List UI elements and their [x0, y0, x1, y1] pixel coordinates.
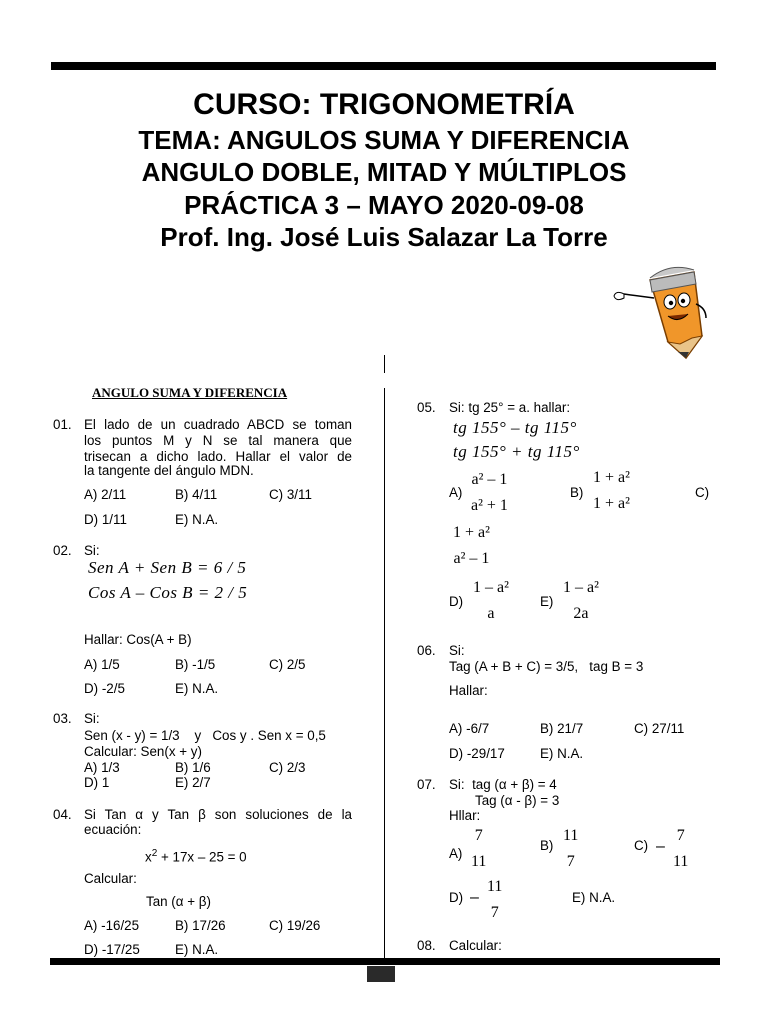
- pencil-body: [650, 267, 702, 358]
- q06-line-2: Hallar:: [449, 683, 488, 698]
- q04-option-d: D) -17/25: [84, 942, 140, 957]
- q05-e-label: E): [540, 594, 554, 609]
- q01-option-b: B) 4/11: [175, 487, 218, 502]
- footer-marker: [367, 966, 395, 982]
- subtopic-title: ANGULO DOBLE, MITAD Y MÚLTIPLOS: [141, 157, 627, 187]
- q07-b-denominator: 7: [566, 853, 575, 870]
- q02-equation-2: Cos A – Cos B = 2 / 5: [88, 583, 248, 602]
- q04-expression: Tan (α + β): [146, 894, 211, 909]
- q03-number: 03.: [53, 711, 72, 726]
- q02-number: 02.: [53, 543, 72, 558]
- q02-option-b: B) -1/5: [175, 657, 216, 672]
- q04-eq-rest: + 17x – 25 = 0: [157, 849, 247, 865]
- column-divider: [384, 388, 385, 958]
- q07-line-2: Tag (α - β) = 3: [475, 793, 560, 808]
- q05-c-fraction: [452, 523, 491, 569]
- course-title: CURSO: TRIGONOMETRÍA: [193, 88, 575, 121]
- q04-eq-exponent: 2: [151, 848, 158, 859]
- q01-option-d: D) 1/11: [84, 512, 127, 527]
- q02-option-e: E) N.A.: [175, 681, 219, 696]
- q04-option-c: C) 19/26: [269, 918, 321, 933]
- q06-number: 06.: [417, 643, 436, 658]
- q01-option-c: C) 3/11: [269, 487, 312, 502]
- q05-a-denominator: a² + 1: [471, 497, 508, 514]
- q02-equation-1: Sen A + Sen B = 6 / 5: [88, 558, 247, 577]
- q07-d-denominator: 7: [490, 904, 499, 921]
- q05-c-label: C): [695, 485, 710, 500]
- q04-option-b: B) 17/26: [175, 918, 226, 933]
- q05-e-numerator: 1 – a²: [563, 579, 599, 596]
- q05-denominator-expr: tg 155° + tg 115°: [453, 442, 580, 461]
- q07-c-fraction: [672, 826, 689, 872]
- q03-intro: Si:: [84, 711, 100, 726]
- q05-numerator-expr: tg 155° – tg 115°: [453, 418, 577, 437]
- q05-e-denominator: 2a: [573, 605, 589, 622]
- q04-line-2: ecuación:: [84, 822, 142, 837]
- q05-d-fraction: [472, 578, 510, 624]
- q05-b-fraction: [592, 468, 631, 514]
- topic-title: TEMA: ANGULOS SUMA Y DIFERENCIA: [138, 125, 630, 155]
- q02-option-a: A) 1/5: [84, 657, 120, 672]
- q06-option-d: D) -29/17: [449, 746, 505, 761]
- q06-option-e: E) N.A.: [540, 746, 584, 761]
- q07-a-numerator: 7: [474, 827, 483, 844]
- q05-e-fraction: [562, 578, 600, 624]
- q01-line-1: El lado de un cuadrado ABCD se toman: [84, 417, 352, 432]
- q03-line-2: Calcular: Sen(x + y): [84, 744, 202, 759]
- q07-d-numerator: 11: [487, 878, 503, 895]
- q07-d-fraction: [486, 877, 503, 923]
- column-divider-tick: [384, 355, 385, 373]
- q05-d-label: D): [449, 594, 464, 609]
- q04-option-e: E) N.A.: [175, 942, 219, 957]
- q07-c-numerator: 7: [676, 827, 685, 844]
- q07-a-fraction: [470, 826, 487, 872]
- q06-option-c: C) 27/11: [634, 721, 685, 736]
- q04-calc: Calcular:: [84, 871, 137, 886]
- q06-option-a: A) -6/7: [449, 721, 490, 736]
- q08-number: 08.: [417, 938, 436, 953]
- q06-option-b: B) 21/7: [540, 721, 584, 736]
- q01-number: 01.: [53, 417, 72, 432]
- q01-line-4: la tangente del ángulo MDN.: [84, 463, 254, 478]
- q07-b-numerator: 11: [563, 827, 579, 844]
- pencil-mascot-image: [610, 258, 720, 368]
- q05-a-label: A): [449, 485, 463, 500]
- q01-option-a: A) 2/11: [84, 487, 127, 502]
- q05-d-denominator: a: [487, 605, 495, 622]
- q05-b-numerator: 1 + a²: [593, 469, 630, 486]
- q05-b-denominator: 1 + a²: [593, 495, 630, 512]
- q07-c-label: C): [634, 838, 649, 853]
- q03-option-a: A) 1/3: [84, 760, 120, 775]
- q04-option-a: A) -16/25: [84, 918, 140, 933]
- q07-a-denominator: 11: [471, 853, 487, 870]
- bottom-rule: [50, 958, 720, 965]
- q08-text: Calcular:: [449, 938, 502, 953]
- q02-option-d: D) -2/5: [84, 681, 125, 696]
- q01-line-3: trisecan a dicho lado. Hallar el valor de: [84, 449, 352, 464]
- q07-number: 07.: [417, 777, 436, 792]
- q05-c-denominator: a² – 1: [453, 550, 490, 567]
- q03-line-1: Sen (x - y) = 1/3 y Cos y . Sen x = 0,5: [84, 728, 326, 743]
- section-title: ANGULO SUMA Y DIFERENCIA: [92, 385, 288, 400]
- q03-option-b: B) 1/6: [175, 760, 211, 775]
- q04-eq-base: x: [145, 849, 152, 865]
- q05-intro: Si: tg 25° = a. hallar:: [449, 400, 571, 415]
- q05-a-fraction: [470, 470, 509, 516]
- q04-line-1: Si Tan α y Tan β son soluciones de la: [84, 807, 352, 822]
- q04-equation: [145, 846, 247, 865]
- q02-ask: Hallar: Cos(A + B): [84, 632, 192, 647]
- q06-line-1: Tag (A + B + C) = 3/5, tag B = 3: [449, 659, 644, 674]
- q07-line-1: Si: tag (α + β) = 4: [449, 777, 557, 792]
- q05-c-numerator: 1 + a²: [453, 524, 490, 541]
- q01-line-2: los puntos M y N se tal manera que: [84, 433, 352, 448]
- q07-a-label: A): [449, 846, 463, 861]
- q06-intro: Si:: [449, 643, 465, 658]
- practice-title: PRÁCTICA 3 – MAYO 2020-09-08: [184, 190, 584, 220]
- q01-option-e: E) N.A.: [175, 512, 219, 527]
- q07-d-sign: –: [470, 889, 479, 906]
- q03-option-d: D) 1: [84, 775, 110, 790]
- q07-c-denominator: 11: [673, 853, 689, 870]
- q07-line-3: Hllar:: [449, 808, 481, 823]
- top-rule: [51, 62, 716, 70]
- q02-intro: Si:: [84, 543, 100, 558]
- q07-b-label: B): [540, 838, 554, 853]
- q05-d-numerator: 1 – a²: [473, 579, 509, 596]
- q07-c-sign: –: [656, 838, 665, 855]
- q07-e-option: E) N.A.: [572, 890, 616, 905]
- q05-a-numerator: a² – 1: [471, 471, 508, 488]
- q07-b-fraction: [562, 826, 579, 872]
- q05-b-label: B): [570, 485, 584, 500]
- q02-option-c: C) 2/5: [269, 657, 306, 672]
- q05-number: 05.: [417, 400, 436, 415]
- professor-name: Prof. Ing. José Luis Salazar La Torre: [160, 222, 608, 252]
- q03-option-c: C) 2/3: [269, 760, 306, 775]
- q03-option-e: E) 2/7: [175, 775, 211, 790]
- q07-d-label: D): [449, 890, 464, 905]
- q04-number: 04.: [53, 807, 72, 822]
